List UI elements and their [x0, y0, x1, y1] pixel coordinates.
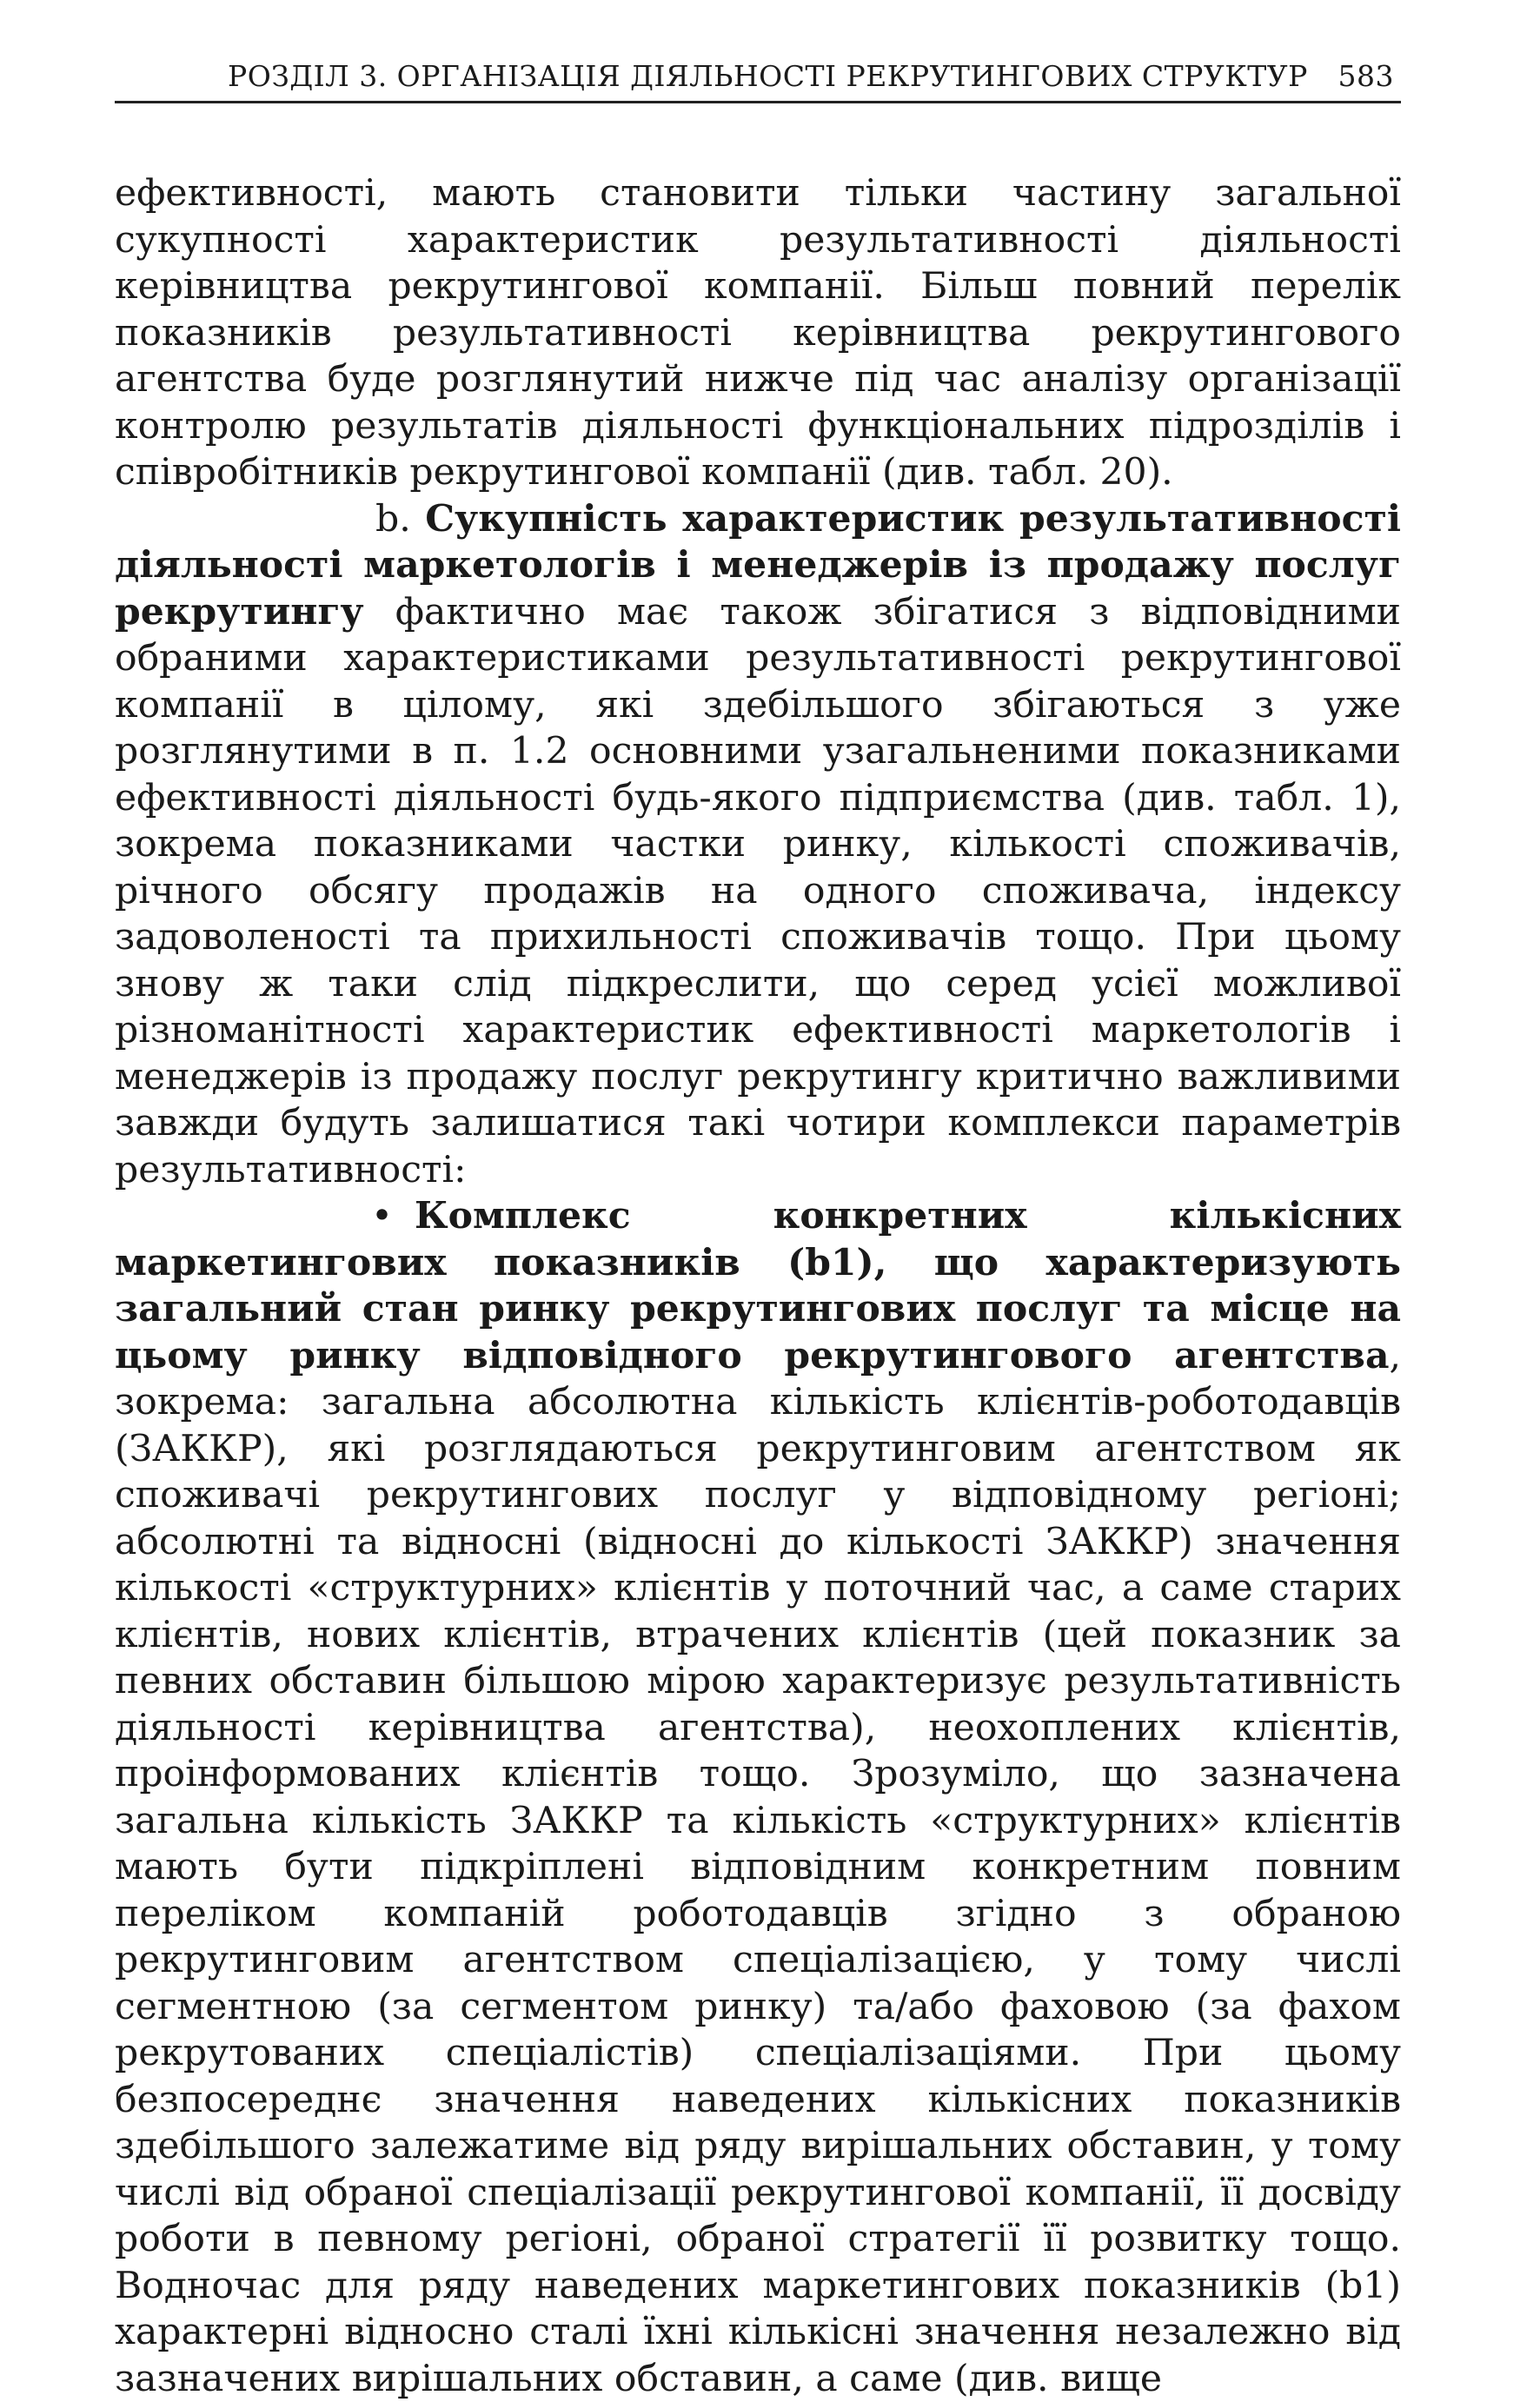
- paragraph-b: [115, 496, 1401, 1194]
- bullet-item-b1: [115, 1193, 1401, 2402]
- paragraph-continuation: ефективності, мають становити тільки частину загальної сукупності характеристик результативності діяльності керівництва рекрутингової компанії. Більш повний перелік показників результативності керівництва рекрутингового агентства буде розглянутий нижче під час аналізу організації контролю результатів діяльності функціональних підрозділів і співробітників рекрутингової компанії (див. табл. 20).: [115, 172, 1401, 494]
- bullet-icon: •: [371, 1195, 394, 1237]
- list-marker-b: b.: [375, 497, 426, 541]
- running-title: РОЗДІЛ 3. ОРГАНІЗАЦІЯ ДІЯЛЬНОСТІ РЕКРУТИНГОВИХ СТРУКТУР: [228, 59, 1308, 93]
- page-number: 583: [1338, 59, 1394, 93]
- bullet-b1-heading: Комплекс конкретних кількісних маркетингових показників (b1), що характеризують загальний стан ринку рекрутингових послуг та місце на цьому ринку відповідного рекрутингового агентства: [115, 1194, 1401, 1377]
- paragraph-b-heading: Сукупність характеристик результативності діяльності маркетологів і менеджерів із продажу послуг рекрутингу: [115, 496, 1401, 634]
- body-text: [115, 170, 1401, 2402]
- paragraph-b-text: фактично має також збігатися з відповідними обраними характеристиками результативності рекрутингової компанії в цілому, які здебільшого збігаються з уже розглянутими в п. 1.2 основними узагальненими показниками ефективності діяльності будь-якого підприємства (див. табл. 1), зокрема показниками частки ринку, кількості споживачів, річного обсягу продажів на одного споживача, індексу задоволеності та прихильності споживачів тощо. При цьому знову ж таки слід підкреслити, що серед усієї можливої різноманітності характеристик ефективності маркетологів і менеджерів із продажу послуг рекрутингу критично важливими завжди будуть залишатися такі чотири комплекси параметрів результативності:: [115, 590, 1401, 1191]
- bullet-b1-text: , зокрема: загальна абсолютна кількість клієнтів-роботодавців (ЗАККР), які розглядаються рекрутинговим агентством як споживачі рекрутингових послуг у відповідному регіоні; абсолютні та відносні (відносні до кількості ЗАККР) значення кількості «структурних» клієнтів у поточний час, а саме старих клієнтів, нових клієнтів, втрачених клієнтів (цей показник за певних обставин більшою мірою характеризує результативність діяльності керівництва агентства), неохоплених клієнтів, проінформованих клієнтів тощо. Зрозуміло, що зазначена загальна кількість ЗАККР та кількість «структурних» клієнтів мають бути підкріплені відповідним конкретним повним переліком компаній роботодавців згідно з обраною рекрутинговим агентством спеціалізацією, у тому числі сегментною (за сегментом ринку) та/або фаховою (за фахом рекрутованих спеціалістів) спеціалізаціями. При цьому безпосереднє значення наведених кількісних показників здебільшого залежатиме від ряду вирішальних обставин, у тому числі від обраної спеціалізації рекрутингової компанії, її досвіду роботи в певному регіоні, обраної стратегії її розвитку тощо. Водночас для ряду наведених маркетингових показників (b1) характерні відносно сталі їхні кількісні значення незалежно від зазначених вирішальних обставин, а саме (див. вище: [115, 1334, 1401, 2400]
- running-header: [115, 50, 1401, 103]
